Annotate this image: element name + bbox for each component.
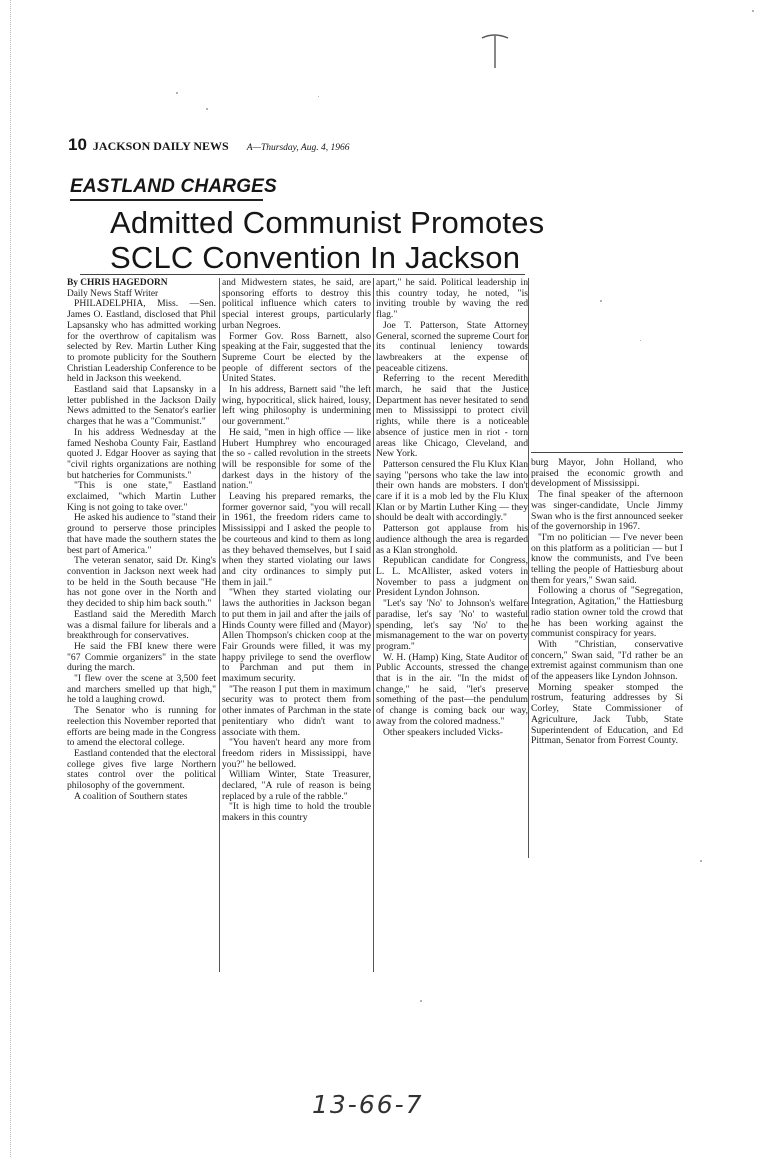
paragraph: Eastland said that Lapsansky in a letter published in the Jackson Daily News admitted to the Senator's earlier charges that he was a "Communist." — [67, 384, 216, 428]
article-column-2 — [222, 278, 371, 824]
paragraph: A coalition of Southern states — [74, 790, 188, 802]
masthead — [68, 135, 398, 155]
paragraph: In his address, Barnett said "the left wing, hypocritical, slick haired, lousy, left wing philosophy is undermining our government." — [222, 384, 371, 428]
paragraph: The final speaker of the afternoon was singer-candidate, Uncle Jimmy Swan who is the first announced seeker of the governorship in 1967. — [531, 489, 683, 533]
headline-line-1: Admitted Communist Promotes — [110, 205, 545, 240]
column-4-top-rule — [531, 452, 683, 453]
paragraph: and Midwestern states, he said, are sponsoring efforts to destroy this political influence which caters to special interest groups, particularly urban Negroes. — [222, 277, 371, 331]
paragraph: "You haven't heard any more from freedom riders in Mississippi, have you?" he bellowed. — [222, 737, 371, 770]
article-column-4 — [531, 458, 683, 747]
kicker-heading: EASTLAND CHARGES — [70, 176, 277, 197]
paragraph: In his address Wednesday at the famed Neshoba County Fair, Eastland quoted J. Edgar Hoover as saying that "civil rights organizations are nothing but hatcheries for Communists." — [67, 426, 216, 481]
headline-rule — [80, 274, 525, 275]
kicker-underline — [70, 199, 263, 201]
paragraph: apart," he said. Political leadership in this country today, he noted, "is inviting trouble by waving the red flag." — [376, 277, 528, 321]
headline-line-2: SCLC Convention In Jackson — [110, 240, 521, 275]
paragraph: Eastland contended that the electoral college gives five large Northern states control over the political philosophy of the government. — [67, 747, 216, 792]
dust-speck — [600, 300, 602, 302]
dust-speck — [176, 92, 178, 94]
paragraph: W. H. (Hamp) King, State Auditor of Public Accounts, stressed the change that is in the air. "In the midst of change," he said, "let's preserve something of the past—the pendulum of change is coming back our way, away from the colored madness." — [376, 651, 528, 727]
paragraph: Leaving his prepared remarks, the former governor said, "you will recall in 1961, the freedom riders came to Mississippi and I asked the people to be courteous and kind to them as long as they behaved themselves, but I said when they started violating our laws and city ordinances to simply put them in jail." — [222, 491, 371, 588]
paragraph: "I'm no politician — I've never been on this platform as a politician — but I know the communists, and I've been telling the people of Hattiesburg about them for years," Swan said. — [531, 531, 683, 586]
paragraph: The Senator who is running for reelection this November reported that efforts are being made in the Congress to amend the electoral college. — [67, 705, 216, 749]
paragraph: The veteran senator, said Dr. King's convention in Jackson next week had to be held in the South because "He has not gone over in the North and they decided to ship him back south." — [67, 555, 216, 610]
paragraph: burg Mayor, John Holland, who praised the economic growth and development of Mississippi. — [531, 457, 683, 490]
page-edge-dots — [10, 0, 12, 1157]
byline-author: By CHRIS HAGEDORN — [67, 278, 168, 288]
handwritten-file-number: 13-66-7 — [312, 1090, 424, 1119]
paragraph: Eastland said the Meredith March was a dismal failure for liberals and a breakthrough for conservatives. — [67, 608, 216, 642]
paragraph: "Let's say 'No' to Johnson's welfare paradise, let's say 'No' to wasteful spending, let's say 'No' to the mismanagement to the war on poverty program." — [376, 598, 528, 652]
paragraph: "This is one state," Eastland exclaimed, "which Martin Luther King is not going to take over." — [67, 480, 216, 513]
t-mark-scan-artifact — [480, 28, 510, 70]
paragraph: Referring to the recent Meredith march, he said that the Justice Department has never hesitated to send men to Mississippi to protect civil rights, while there is a noticeable absence of justice men in riot - torn areas like Chicago, Cleveland, and New York. — [376, 373, 528, 460]
paragraph: "The reason I put them in maximum security was to protect them from other inmates of Parchman in the state penitentiary who didn't want to associate with them. — [222, 683, 371, 738]
paragraph: Former Gov. Ross Barnett, also speaking at the Fair, suggested that the Supreme Court be elected by the people of different sectors of the United States. — [222, 330, 371, 385]
byline-role: Daily News Staff Writer — [67, 288, 159, 299]
paragraph: Patterson got applause from his audience although the area is regarded as a Klan stronghold. — [376, 523, 528, 556]
paragraph: "When they started violating our laws the authorities in Jackson began to put them in jail and after the jails of Hinds County were filled and (Mayor) Allen Thompson's chicken coop at the Fair Grounds were filled, it was my happy privilege to send the overflow to Parchman and put them in maximum security. — [222, 587, 371, 685]
page-number: 10 — [68, 135, 87, 154]
paragraph: "I flew over the scene at 3,500 feet and marchers smelled up that high," he told a laughing crowd. — [67, 673, 216, 706]
dust-speck — [318, 96, 319, 97]
paragraph: Following a chorus of "Segregation, Integration, Agitation," the Hattiesburg radio station owner told the crowd that he has been working against the communist conspiracy for years. — [531, 585, 683, 640]
column-divider — [373, 278, 374, 972]
article-column-1 — [67, 278, 216, 802]
column-divider — [528, 278, 529, 858]
paragraph: Morning speaker stomped the rostrum, featuring addresses by Si Corley, State Commissioner of Agriculture, Jack Tubb, State Superintendent of Education, and Ed Pittman, Senator from Forrest County. — [531, 681, 683, 747]
paragraph: With "Christian, conservative concern," Swan said, "I'd rather be an extremist against communism than one of the appeasers like Lyndon Johnson. — [531, 638, 683, 683]
dust-speck — [700, 860, 702, 862]
paragraph: He said, "men in high office — like Hubert Humphrey who encouraged the so - called revolution in the streets will be responsible for some of the darkest days in the history of the nation." — [222, 426, 371, 492]
publication-date: A—Thursday, Aug. 4, 1966 — [246, 143, 350, 153]
article-column-3 — [376, 278, 528, 738]
paragraph: William Winter, State Treasurer, declared, "A rule of reason is being replaced by a rule of the rabble." — [222, 769, 371, 802]
paragraph: Republican candidate for Congress, L. L. McAllister, asked voters in November to pass a judgment on President Lyndon Johnson. — [376, 555, 528, 599]
column-divider — [219, 278, 220, 972]
paragraph: He said the FBI knew there were "67 Commie organizers" in the state during the march. — [67, 640, 216, 674]
paragraph: "It is high time to hold the trouble makers in this country — [222, 801, 371, 824]
paragraph: Patterson censured the Flu Klux Klan saying "persons who take the law into their own hands are mobsters. I don't care if it is a mob led by the Flu Klux Klan or by Martin Luther King — they should be dealt with accordingly." — [376, 458, 528, 524]
paragraph: He asked his audience to "stand their ground to perserve those principles that have made the southern states the best part of America." — [67, 512, 216, 556]
dust-speck — [206, 108, 208, 110]
paragraph: Other speakers included Vicks- — [383, 726, 503, 738]
dust-speck — [752, 10, 754, 12]
paragraph: PHILADELPHIA, Miss. —Sen. James O. Eastland, disclosed that Phil Lapsansky who has admitted working for the overthrow of capitalism was selected by Rev. Martin Luther King to promote publicity for the Southern Christian Leadership Conference to be held in Jackson this weekend. — [67, 298, 216, 385]
newspaper-name: JACKSON DAILY NEWS — [92, 139, 229, 153]
dust-speck — [420, 1000, 422, 1002]
dust-speck — [640, 340, 641, 341]
paragraph: Joe T. Patterson, State Attorney General, scorned the supreme Court for its continual leniency towards lawbreakers at the expense of peaceable citizens. — [376, 319, 528, 374]
